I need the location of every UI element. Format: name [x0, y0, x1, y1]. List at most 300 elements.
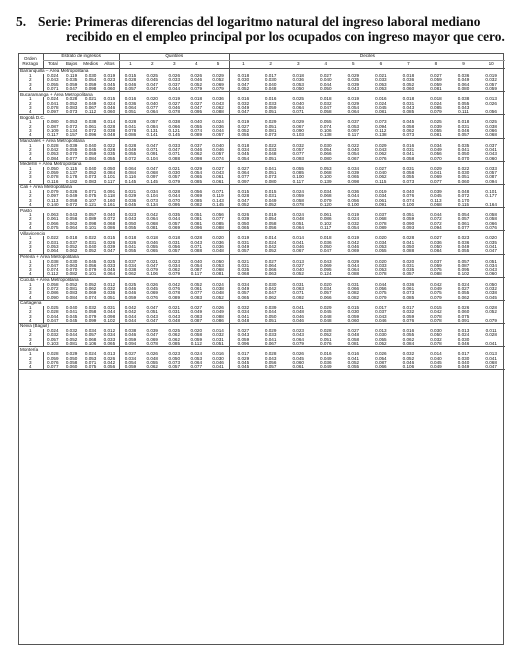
value-cell: 0.088 [185, 249, 207, 254]
decil-col-header: 9 [450, 61, 478, 69]
value-cell: 0.048 [312, 319, 340, 324]
section-name: Bogotá D.C. [20, 114, 46, 120]
title-line-2: recibido en el empleo principal por los ocupados con ingreso mayor que cero. [66, 29, 505, 44]
value-cell: 0.057 [163, 249, 185, 254]
value-cell: 0.060 [450, 180, 478, 185]
value-cell: 0.061 [43, 217, 62, 221]
value-cell: 0.067 [340, 156, 368, 161]
value-cell: 0.044 [347, 194, 360, 199]
value-cell: 0.028 [229, 194, 257, 198]
value-cell: 0.040 [65, 305, 78, 310]
value-cell: 0.027 [457, 286, 470, 292]
value-cell: 0.028 [264, 352, 277, 357]
value-cell: 0.075 [430, 291, 442, 296]
value-cell: 0.060 [477, 272, 505, 277]
value-cell: 0.032 [43, 333, 62, 337]
value-cell: 0.054 [340, 226, 368, 231]
lag-order-cell: 1 [28, 166, 32, 171]
value-cell: 0.038 [43, 260, 62, 264]
value-cell: 0.041 [485, 356, 497, 361]
value-cell: 0.021 [119, 190, 141, 194]
value-cell: 0.050 [229, 222, 257, 226]
value-cell: 0.178 [65, 175, 78, 180]
value-cell: 0.063 [257, 272, 285, 277]
value-cell: 0.065 [347, 175, 360, 180]
value-cell: 0.026 [103, 356, 116, 361]
value-cell: 0.050 [212, 259, 224, 264]
value-cell: 0.057 [207, 133, 229, 138]
value-cell: 0.050 [103, 166, 116, 171]
lag-order-cell: 4 [18, 203, 43, 208]
value-cell: 0.031 [347, 282, 360, 287]
value-cell: 0.087 [190, 268, 203, 273]
value-cell: 0.040 [320, 78, 332, 83]
value-cell: 0.112 [375, 128, 387, 134]
value-cell: 0.036 [320, 240, 332, 245]
value-cell: 0.016 [119, 97, 141, 101]
section-name: Montería [20, 346, 39, 352]
value-cell: 0.023 [457, 236, 470, 241]
value-cell: 0.047 [168, 147, 181, 152]
value-cell: 0.060 [340, 319, 368, 324]
value-cell: 0.054 [347, 152, 360, 157]
value-cell: 0.047 [43, 264, 62, 268]
value-cell: 0.040 [292, 268, 304, 273]
value-cell: 0.031 [292, 282, 304, 287]
value-cell: 0.024 [264, 240, 277, 245]
value-cell: 0.064 [141, 110, 163, 115]
value-cell: 0.040 [292, 101, 304, 106]
value-cell: 0.058 [347, 337, 360, 342]
value-cell: 0.077 [62, 156, 81, 161]
value-cell: 0.057 [450, 133, 478, 138]
lag-order-cell: 2 [28, 171, 32, 176]
decil-col-header: 6 [367, 61, 395, 69]
value-cell: 0.052 [257, 203, 285, 208]
value-cell: 0.020 [402, 259, 415, 264]
value-cell: 0.034 [119, 264, 141, 268]
value-cell: 0.028 [65, 97, 78, 102]
value-cell: 0.044 [43, 314, 62, 318]
value-cell: 0.029 [264, 329, 277, 334]
section-name: Neiva (Baguil) [20, 323, 49, 329]
value-cell: 0.046 [450, 342, 478, 347]
estrato-col-header: Medios [81, 61, 100, 69]
value-cell: 0.079 [207, 87, 229, 92]
value-cell: 0.029 [347, 259, 360, 264]
value-cell: 0.032 [65, 329, 78, 334]
value-cell: 0.035 [347, 78, 360, 83]
value-cell: 0.055 [402, 175, 415, 180]
value-cell: 0.026 [229, 213, 257, 217]
value-cell: 0.059 [477, 87, 505, 92]
value-cell: 0.038 [212, 286, 224, 292]
value-cell: 0.073 [62, 110, 81, 115]
value-cell: 0.048 [146, 356, 158, 361]
value-cell: 0.073 [395, 180, 423, 185]
value-cell: 0.036 [212, 97, 224, 102]
value-cell: 0.031 [212, 337, 224, 342]
value-cell: 0.060 [457, 310, 470, 315]
value-cell: 0.028 [43, 352, 62, 356]
value-cell: 0.049 [457, 244, 470, 249]
value-cell: 0.067 [284, 249, 312, 254]
value-cell: 0.117 [340, 133, 368, 138]
value-cell: 0.018 [146, 236, 158, 241]
value-cell: 0.064 [119, 106, 141, 110]
value-cell: 0.049 [264, 198, 277, 203]
quintil-col-header: 3 [163, 61, 185, 69]
value-cell: 0.041 [292, 240, 304, 245]
value-cell: 0.077 [190, 291, 203, 296]
lag-order-cell: 1 [28, 352, 32, 357]
lag-order-cell: 4 [18, 249, 43, 254]
value-cell: 0.039 [430, 124, 442, 129]
value-cell: 0.075 [84, 194, 97, 199]
value-cell: 0.043 [264, 356, 277, 361]
value-cell: 0.060 [100, 110, 119, 115]
value-cell: 0.079 [43, 190, 62, 194]
value-cell: 0.029 [264, 120, 277, 125]
value-cell: 0.081 [422, 133, 450, 138]
value-cell: 0.031 [229, 241, 257, 245]
value-cell: 0.025 [146, 74, 158, 79]
value-cell: 0.050 [430, 244, 442, 249]
value-cell: 0.085 [395, 110, 423, 115]
estrato-col-header: Bajos [62, 61, 81, 69]
value-cell: 0.079 [422, 296, 450, 301]
value-cell: 0.047 [229, 110, 257, 115]
value-cell: 0.040 [190, 120, 203, 125]
value-cell: 0.106 [81, 342, 100, 347]
value-cell: 0.078 [284, 203, 312, 208]
value-cell: 0.044 [168, 194, 181, 199]
value-cell: 0.062 [212, 105, 224, 110]
value-cell: 0.055 [402, 333, 415, 338]
section-name: Cartagena [20, 300, 42, 306]
value-cell: 0.030 [168, 171, 181, 176]
value-cell: 0.134 [65, 128, 78, 134]
value-cell: 0.117 [284, 180, 312, 185]
value-cell: 0.081 [207, 272, 229, 277]
value-cell: 0.106 [395, 365, 423, 370]
value-cell: 0.018 [119, 236, 141, 240]
value-cell: 0.061 [84, 124, 97, 129]
value-cell: 0.116 [43, 180, 62, 185]
value-cell: 0.049 [312, 365, 340, 370]
value-cell: 0.076 [395, 319, 423, 324]
value-cell: 0.106 [320, 128, 332, 134]
lag-order-cell: 2 [28, 356, 32, 361]
lag-order-cell: 2 [28, 124, 32, 129]
value-cell: 0.047 [141, 319, 163, 324]
value-cell: 0.055 [430, 128, 442, 134]
value-cell: 0.047 [146, 305, 158, 310]
value-cell: 0.070 [450, 156, 478, 161]
value-cell: 0.018 [457, 120, 470, 125]
value-cell: 0.015 [119, 74, 141, 78]
value-cell: 0.062 [65, 221, 78, 226]
value-cell: 0.051 [457, 175, 470, 180]
value-cell: 0.058 [485, 217, 497, 222]
value-cell: 0.054 [84, 78, 97, 83]
value-cell: 0.104 [141, 156, 163, 161]
value-cell: 0.068 [320, 194, 332, 199]
value-cell: 0.063 [43, 213, 62, 217]
value-cell: 0.058 [402, 124, 415, 129]
value-cell: 0.157 [62, 133, 81, 138]
value-cell: 0.043 [485, 268, 497, 273]
value-cell: 0.047 [146, 263, 158, 268]
value-cell: 0.073 [402, 291, 415, 296]
value-cell: 0.062 [402, 128, 415, 134]
value-cell: 0.031 [84, 240, 97, 245]
value-cell: 0.061 [212, 175, 224, 180]
section-name: Villavicencio [20, 230, 46, 236]
lag-order-cell: 3 [28, 314, 32, 319]
value-cell: 0.015 [103, 236, 116, 241]
value-cell: 0.046 [347, 244, 360, 249]
value-cell: 0.038 [485, 291, 497, 296]
value-cell: 0.112 [81, 110, 100, 115]
value-cell: 0.044 [430, 213, 442, 218]
value-cell: 0.036 [292, 78, 304, 83]
value-cell: 0.026 [119, 241, 141, 245]
value-cell: 0.062 [257, 296, 285, 301]
document-title [16, 14, 512, 44]
value-cell: 0.032 [292, 143, 304, 148]
value-cell: 0.049 [84, 101, 97, 106]
value-cell: 0.059 [84, 82, 97, 87]
value-cell: 0.024 [457, 333, 470, 338]
value-cell: 0.085 [185, 180, 207, 185]
value-cell: 0.062 [62, 249, 81, 254]
value-cell: 0.074 [207, 156, 229, 161]
value-cell: 0.044 [320, 82, 332, 87]
value-cell: 0.077 [43, 365, 62, 370]
value-cell: 0.018 [168, 236, 181, 241]
value-cell: 0.046 [292, 244, 304, 249]
value-cell: 0.026 [212, 305, 224, 310]
value-cell: 0.053 [212, 263, 224, 268]
value-cell: 0.020 [190, 329, 203, 334]
value-cell: 0.048 [292, 217, 304, 222]
value-cell: 0.036 [402, 78, 415, 83]
value-cell: 0.059 [190, 337, 203, 342]
value-cell: 0.033 [103, 263, 116, 268]
value-cell: 0.042 [347, 240, 360, 245]
value-cell: 0.177 [485, 194, 497, 199]
value-cell: 0.013 [485, 97, 497, 102]
value-cell: 0.085 [212, 221, 224, 226]
value-cell: 0.036 [212, 124, 224, 129]
value-cell: 0.041 [65, 310, 78, 315]
value-cell: 0.055 [65, 147, 78, 152]
value-cell: 0.170 [457, 198, 470, 203]
value-cell: 0.021 [84, 97, 97, 102]
value-cell: 0.047 [141, 87, 163, 92]
value-cell: 0.138 [367, 133, 395, 138]
value-cell: 0.052 [485, 310, 497, 315]
value-cell: 0.087 [457, 263, 470, 268]
value-cell: 0.058 [292, 198, 304, 203]
value-cell: 0.057 [168, 221, 181, 226]
value-cell: 0.034 [375, 194, 387, 199]
value-cell: 0.021 [168, 166, 181, 171]
lag-order-cell: 2 [28, 194, 32, 199]
value-cell: 0.027 [229, 329, 257, 333]
value-cell: 0.042 [168, 282, 181, 287]
value-cell: 0.016 [402, 329, 415, 334]
value-cell: 0.031 [402, 263, 415, 268]
value-cell: 0.029 [229, 357, 257, 361]
value-cell: 0.036 [347, 189, 360, 194]
quintil-col-header: 2 [141, 61, 163, 69]
header-quintiles: Quintiles [119, 53, 229, 61]
value-cell: 0.068 [375, 217, 387, 222]
value-cell: 0.015 [347, 305, 360, 310]
value-cell: 0.161 [100, 203, 119, 208]
value-cell: 0.066 [312, 296, 340, 301]
value-cell: 0.069 [84, 291, 97, 296]
value-cell: 0.085 [430, 105, 442, 110]
value-cell: 0.049 [422, 365, 450, 370]
value-cell: 0.073 [375, 120, 387, 125]
value-cell: 0.057 [43, 338, 62, 342]
value-cell: 0.019 [347, 97, 360, 102]
value-cell: 0.086 [43, 291, 62, 295]
value-cell: 0.028 [485, 333, 497, 338]
value-cell: 0.084 [81, 156, 100, 161]
value-cell: 0.022 [103, 143, 116, 148]
value-cell: 0.069 [430, 175, 442, 180]
value-cell: 0.054 [190, 171, 203, 176]
value-cell: 0.033 [264, 101, 277, 106]
value-cell: 0.036 [457, 240, 470, 245]
value-cell: 0.072 [430, 217, 442, 222]
value-cell: 0.024 [430, 101, 442, 106]
lag-order-cell: 3 [28, 82, 32, 87]
value-cell: 0.024 [292, 213, 304, 218]
value-cell: 0.064 [62, 226, 81, 231]
value-cell: 0.075 [457, 314, 470, 319]
value-cell: 0.050 [264, 314, 277, 319]
value-cell: 0.034 [84, 329, 97, 334]
value-cell: 0.040 [430, 356, 442, 361]
header-deciles: Deciles [229, 53, 505, 61]
value-cell: 0.091 [367, 203, 395, 208]
value-cell: 0.071 [84, 189, 97, 194]
value-cell: 0.056 [477, 110, 505, 115]
value-cell: 0.044 [163, 87, 185, 92]
value-cell: 0.031 [43, 241, 62, 245]
value-cell: 0.057 [212, 152, 224, 157]
value-cell: 0.052 [367, 342, 395, 347]
value-cell: 0.111 [450, 110, 478, 115]
value-cell: 0.042 [264, 286, 277, 292]
value-cell: 0.041 [207, 365, 229, 370]
value-cell: 0.102 [320, 221, 332, 226]
value-cell: 0.026 [375, 352, 387, 357]
value-cell: 0.035 [485, 240, 497, 245]
lag-order-cell: 3 [28, 175, 32, 180]
value-cell: 0.045 [477, 296, 505, 301]
value-cell: 0.051 [264, 171, 277, 176]
value-cell: 0.059 [119, 365, 141, 370]
value-cell: 0.091 [146, 152, 158, 157]
value-cell: 0.061 [320, 213, 332, 218]
value-cell: 0.058 [395, 156, 423, 161]
value-cell: 0.069 [320, 263, 332, 268]
value-cell: 0.033 [168, 143, 181, 148]
value-cell: 0.057 [229, 249, 257, 254]
value-cell: 0.050 [168, 356, 181, 361]
value-cell: 0.043 [212, 101, 224, 106]
value-cell: 0.039 [103, 244, 116, 249]
value-cell: 0.049 [119, 148, 141, 152]
value-cell: 0.062 [84, 286, 97, 292]
value-cell: 0.031 [402, 166, 415, 171]
value-cell: 0.027 [119, 352, 141, 356]
value-cell: 0.057 [229, 291, 257, 295]
value-cell: 0.032 [402, 310, 415, 315]
value-cell: 0.064 [100, 272, 119, 277]
value-cell: 0.141 [141, 133, 163, 138]
value-cell: 0.050 [119, 222, 141, 226]
value-cell: 0.083 [65, 105, 78, 110]
lag-order-cell: 3 [28, 360, 32, 365]
lag-order-cell: 3 [28, 337, 32, 342]
value-cell: 0.047 [320, 105, 332, 110]
value-cell: 0.019 [347, 213, 360, 218]
value-cell: 0.055 [292, 166, 304, 171]
value-cell: 0.076 [367, 156, 395, 161]
value-cell: 0.073 [264, 175, 277, 180]
value-cell: 0.024 [457, 282, 470, 287]
value-cell: 0.042 [119, 306, 141, 310]
value-cell: 0.045 [292, 356, 304, 361]
value-cell: 0.088 [212, 314, 224, 319]
value-cell: 0.059 [292, 194, 304, 199]
value-cell: 0.019 [347, 236, 360, 241]
value-cell: 0.074 [190, 128, 203, 134]
value-cell: 0.059 [119, 338, 141, 342]
value-cell: 0.046 [103, 105, 116, 110]
value-cell: 0.027 [168, 101, 181, 106]
value-cell: 0.014 [430, 352, 442, 357]
value-cell: 0.052 [402, 82, 415, 87]
value-cell: 0.031 [402, 147, 415, 152]
value-cell: 0.045 [320, 310, 332, 315]
value-cell: 0.047 [190, 105, 203, 110]
value-cell: 0.029 [190, 166, 203, 171]
value-cell: 0.079 [284, 342, 312, 347]
value-cell: 0.052 [65, 337, 78, 342]
value-cell: 0.056 [84, 263, 97, 268]
value-cell: 0.018 [292, 74, 304, 79]
value-cell: 0.040 [84, 166, 97, 171]
value-cell: 0.068 [229, 272, 257, 277]
value-cell: 0.082 [340, 296, 368, 301]
value-cell: 0.052 [84, 282, 97, 287]
value-cell: 0.138 [312, 133, 340, 138]
value-cell: 0.076 [168, 286, 181, 292]
value-cell: 0.047 [146, 166, 158, 171]
value-cell: 0.056 [190, 189, 203, 194]
value-cell: 0.057 [257, 365, 285, 370]
quintil-col-header: 5 [207, 61, 229, 69]
value-cell: 0.046 [119, 333, 141, 337]
